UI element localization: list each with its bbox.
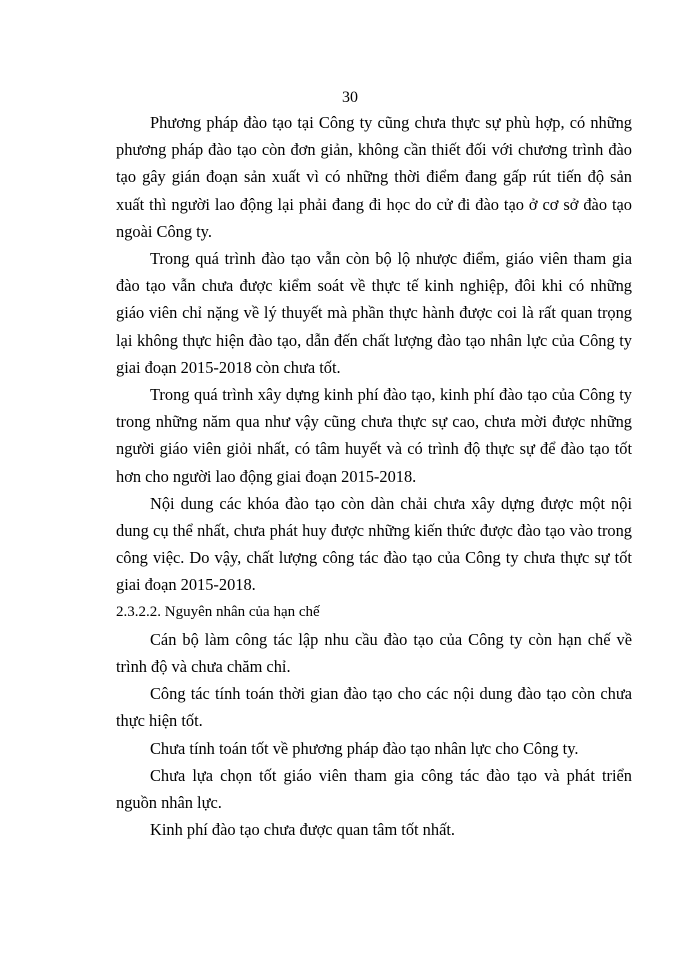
- cause-item: Công tác tính toán thời gian đào tạo cho các nội dung đào tạo còn chưa thực hiện tốt.: [116, 684, 632, 731]
- page-number: 30: [342, 89, 358, 106]
- paragraph-teacher-weakness: Trong quá trình đào tạo vẫn còn bộ lộ nhược điểm, giáo viên tham gia đào tạo vẫn chưa được kiểm soát về thực tế kinh nghiệp, đôi khi có những giáo viên chỉ nặng về lý thuyết mà phần thực hành được coi là rất quan trọng lại không thực hiện đào tạo, dẫn đến chất lượng đào tạo nhân lực của Công ty giai đoạn 2015-2018 còn chưa tốt.: [116, 249, 632, 377]
- cause-item: Cán bộ làm công tác lập nhu cầu đào tạo của Công ty còn hạn chế về trình độ và chưa chăm chỉ.: [116, 629, 632, 677]
- paragraph-training-budget: Trong quá trình xây dựng kinh phí đào tạo, kinh phí đào tạo của Công ty trong những năm qua như vậy cũng chưa thực sự cao, chưa mời được những người giáo viên giỏi nhất, có tâm huyết và có trình độ thực sự để đào tạo tốt hơn cho người lao động giai đoạn 2015-2018.: [116, 385, 632, 486]
- cause-item: Chưa tính toán tốt về phương pháp đào tạo nhân lực cho Công ty.: [150, 738, 579, 758]
- paragraph-course-content: Nội dung các khóa đào tạo còn dàn chải chưa xây dựng được một nội dung cụ thể nhất, chưa phát huy được những kiến thức được đào tạo vào trong công việc. Do vậy, chất lượng công tác đào tạo của Công ty chưa thực sự tốt giai đoạn 2015-2018.: [116, 493, 632, 595]
- cause-item: Chưa lựa chọn tốt giáo viên tham gia công tác đào tạo và phát triển nguồn nhân lực.: [116, 765, 632, 813]
- paragraph-training-methods: Phương pháp đào tạo tại Công ty cũng chưa thực sự phù hợp, có những phương pháp đào tạo còn đơn giản, không cần thiết đối với chương trình đào tạo gây gián đoạn sản xuất vì có những thời điểm đang gấp rút tiến độ sản xuất thì người lao động lại phải đang đi học do cử đi đào tạo ở cơ sở đào tạo ngoài Công ty.: [116, 113, 632, 241]
- section-heading: 2.3.2.2. Nguyên nhân của hạn chế: [116, 603, 320, 620]
- cause-item: Kinh phí đào tạo chưa được quan tâm tốt nhất.: [150, 820, 456, 840]
- body-text: [116, 109, 632, 843]
